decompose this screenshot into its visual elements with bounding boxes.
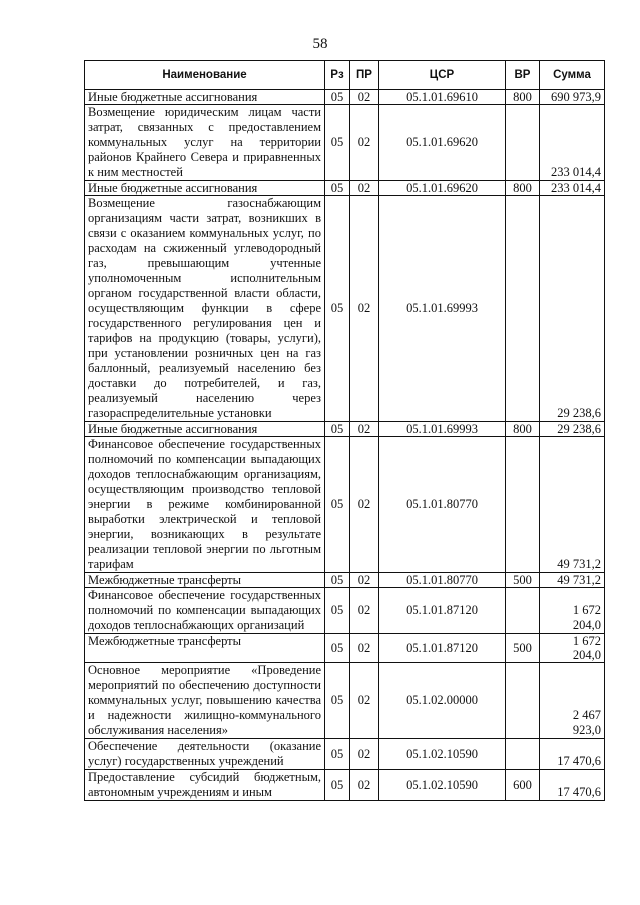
cell-rz: 05: [325, 422, 350, 437]
cell-pr: 02: [350, 90, 379, 105]
cell-vr: [506, 105, 540, 181]
cell-vr: [506, 663, 540, 739]
header-pr: ПР: [350, 61, 379, 90]
cell-name: Финансовое обеспечение государственных полномочий по компенсации выпадающих доходов теплоснабжающих организаций: [85, 588, 325, 634]
table-row: [85, 181, 605, 196]
cell-name: Предоставление субсидий бюджетным, автономным учреждениям и иным: [85, 770, 325, 801]
cell-sum: 49 731,2: [540, 437, 605, 573]
cell-csr: 05.1.01.69993: [379, 196, 506, 422]
table-row: [85, 422, 605, 437]
cell-vr: 600: [506, 770, 540, 801]
cell-name: Иные бюджетные ассигнования: [85, 181, 325, 196]
cell-pr: 02: [350, 634, 379, 663]
cell-pr: 02: [350, 588, 379, 634]
cell-rz: 05: [325, 663, 350, 739]
cell-csr: 05.1.01.80770: [379, 437, 506, 573]
cell-sum: 2 467 923,0: [540, 663, 605, 739]
cell-csr: 05.1.02.10590: [379, 770, 506, 801]
cell-csr: 05.1.01.69620: [379, 105, 506, 181]
page-number: 58: [312, 36, 328, 52]
cell-name: Обеспечение деятельности (оказание услуг) государственных учреждений: [85, 739, 325, 770]
header-vr: ВР: [506, 61, 540, 90]
cell-pr: 02: [350, 663, 379, 739]
cell-rz: 05: [325, 634, 350, 663]
header-rz: Рз: [325, 61, 350, 90]
cell-name: Иные бюджетные ассигнования: [85, 90, 325, 105]
cell-name: Финансовое обеспечение государственных полномочий по компенсации выпадающих доходов теплоснабжающим организациям, осуществляющим производство тепловой энергии в режиме комбинированной выработки электрической и тепловой энергии, возникающих в результате реализации тепловой энергии по льготным тарифам: [85, 437, 325, 573]
table-header-row: [85, 61, 605, 90]
table-row: [85, 770, 605, 801]
cell-vr: 800: [506, 90, 540, 105]
cell-sum: 233 014,4: [540, 181, 605, 196]
cell-csr: 05.1.01.69620: [379, 181, 506, 196]
cell-name: Межбюджетные трансферты: [85, 573, 325, 588]
cell-sum: 233 014,4: [540, 105, 605, 181]
cell-csr: 05.1.02.10590: [379, 739, 506, 770]
table-row: [85, 663, 605, 739]
cell-rz: 05: [325, 770, 350, 801]
table-row: [85, 634, 605, 663]
cell-rz: 05: [325, 105, 350, 181]
cell-name: Возмещение газоснабжающим организациям части затрат, возникших в связи с оказанием коммунальных услуг, по расходам на сжиженный углеводородный газ, превышающим учтенные уполномоченным исполнительным органом государственной власти области, осуществляющим функции в сфере государственного регулирования цен и тарифов на продукцию (товары, услуги), при установлении розничных цен на газ баллонный, реализуемый населению без доставки до потребителей, и газ, реализуемый населению через газораспределительные установки: [85, 196, 325, 422]
cell-rz: 05: [325, 196, 350, 422]
cell-vr: 500: [506, 573, 540, 588]
table-row: [85, 588, 605, 634]
cell-name: Межбюджетные трансферты: [85, 634, 325, 663]
cell-pr: 02: [350, 181, 379, 196]
cell-sum: 17 470,6: [540, 770, 605, 801]
cell-pr: 02: [350, 770, 379, 801]
cell-sum: 49 731,2: [540, 573, 605, 588]
cell-vr: 800: [506, 181, 540, 196]
budget-table: [84, 60, 605, 801]
table-row: [85, 90, 605, 105]
cell-csr: 05.1.01.87120: [379, 634, 506, 663]
cell-vr: [506, 739, 540, 770]
cell-pr: 02: [350, 422, 379, 437]
cell-vr: [506, 437, 540, 573]
header-name: Наименование: [85, 61, 325, 90]
cell-sum: 690 973,9: [540, 90, 605, 105]
table-row: [85, 437, 605, 573]
cell-rz: 05: [325, 739, 350, 770]
cell-rz: 05: [325, 573, 350, 588]
cell-csr: 05.1.01.69610: [379, 90, 506, 105]
cell-vr: 500: [506, 634, 540, 663]
cell-name: Возмещение юридическим лицам части затрат, связанных с предоставлением коммунальных услуг на территории районов Крайнего Севера и приравненных к ним местностей: [85, 105, 325, 181]
header-sum: Сумма: [540, 61, 605, 90]
cell-pr: 02: [350, 105, 379, 181]
cell-pr: 02: [350, 196, 379, 422]
cell-pr: 02: [350, 739, 379, 770]
cell-rz: 05: [325, 437, 350, 573]
table-row: [85, 573, 605, 588]
cell-sum: 17 470,6: [540, 739, 605, 770]
cell-name: Основное мероприятие «Проведение мероприятий по обеспечению доступности коммунальных услуг, повышению качества и надежности жилищно-коммунального обслуживания населения»: [85, 663, 325, 739]
cell-csr: 05.1.01.69993: [379, 422, 506, 437]
cell-rz: 05: [325, 90, 350, 105]
cell-rz: 05: [325, 588, 350, 634]
cell-sum: 29 238,6: [540, 196, 605, 422]
cell-csr: 05.1.02.00000: [379, 663, 506, 739]
cell-rz: 05: [325, 181, 350, 196]
cell-sum: 29 238,6: [540, 422, 605, 437]
table-row: [85, 196, 605, 422]
cell-pr: 02: [350, 573, 379, 588]
table-row: [85, 105, 605, 181]
cell-csr: 05.1.01.87120: [379, 588, 506, 634]
cell-name: Иные бюджетные ассигнования: [85, 422, 325, 437]
cell-pr: 02: [350, 437, 379, 573]
cell-sum: 1 672 204,0: [540, 634, 605, 663]
cell-sum: 1 672 204,0: [540, 588, 605, 634]
cell-vr: 800: [506, 422, 540, 437]
cell-csr: 05.1.01.80770: [379, 573, 506, 588]
table-row: [85, 739, 605, 770]
cell-vr: [506, 196, 540, 422]
header-csr: ЦСР: [379, 61, 506, 90]
cell-vr: [506, 588, 540, 634]
